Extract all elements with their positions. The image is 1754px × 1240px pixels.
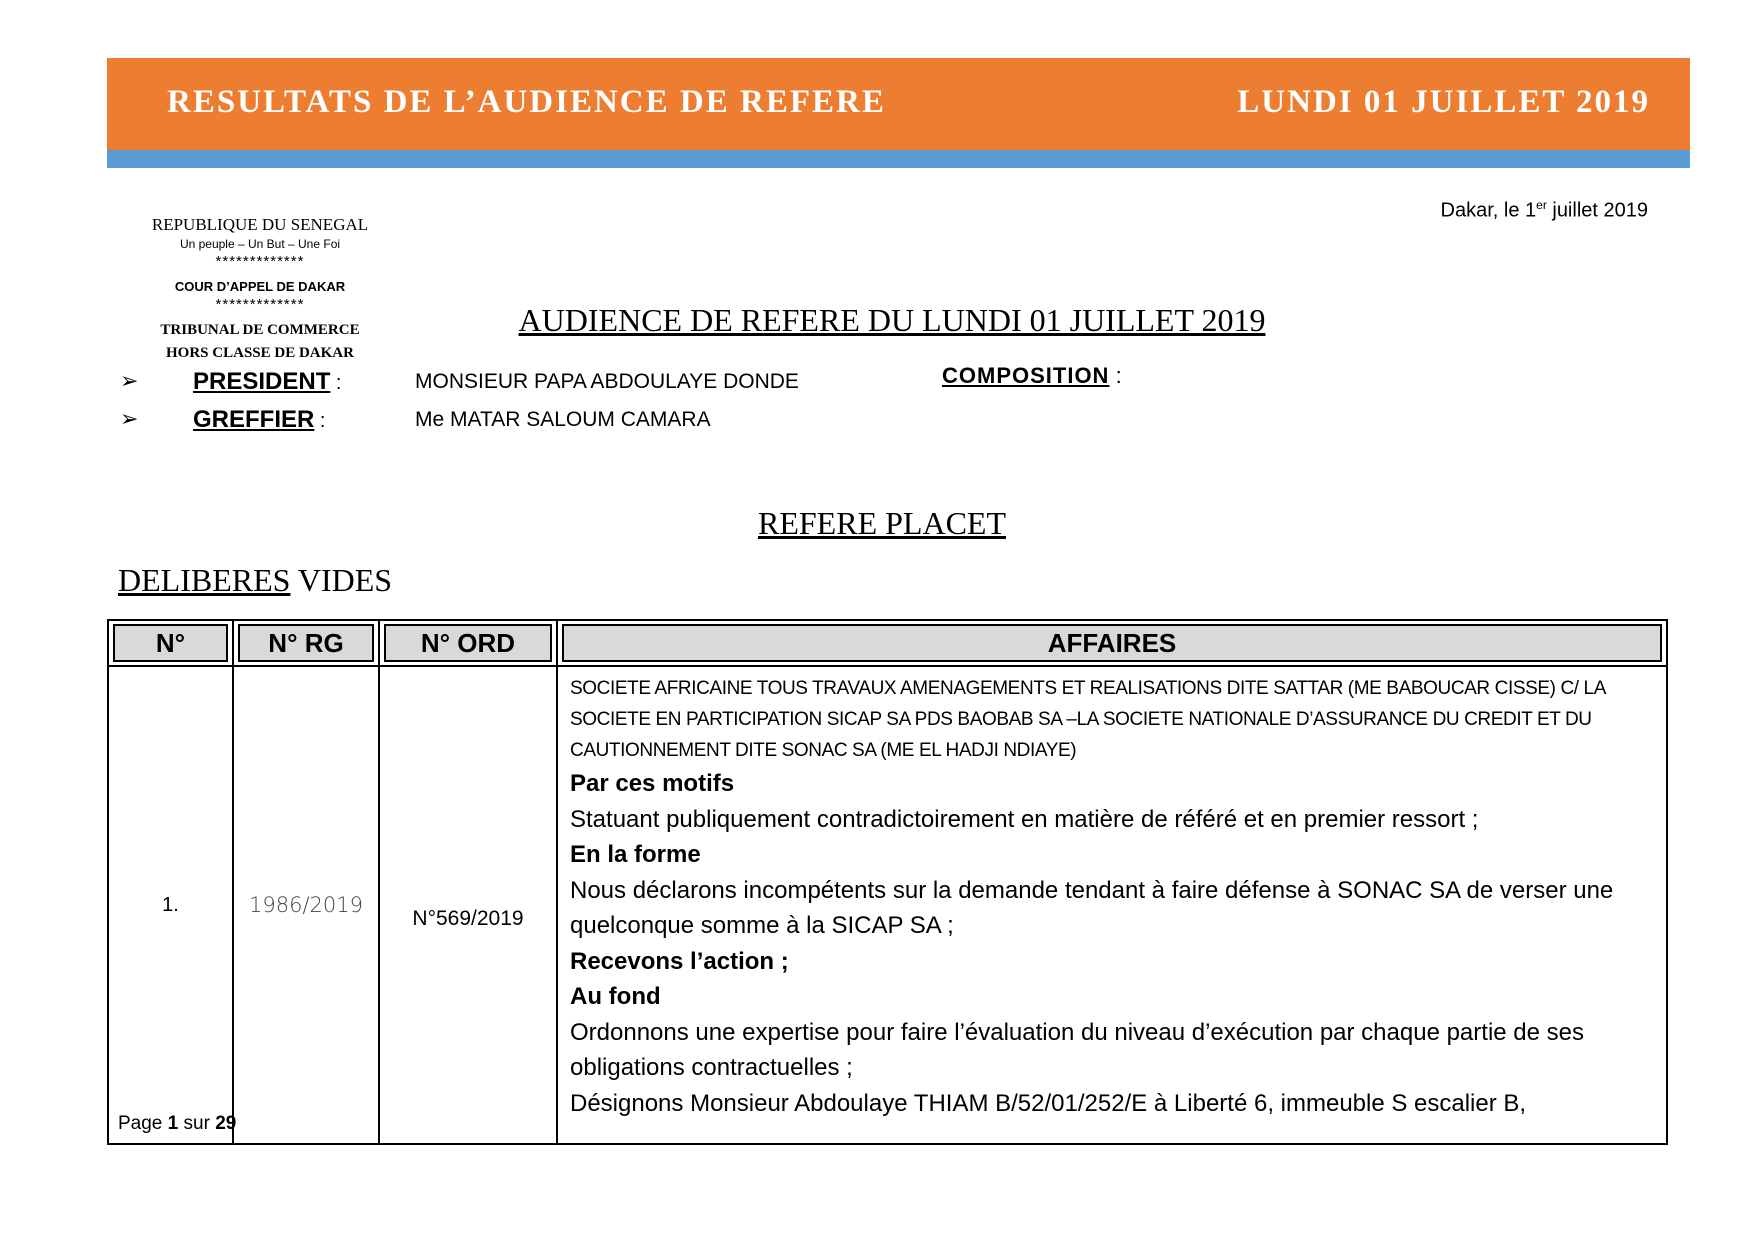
national-motto: Un peuple – Un But – Une Foi [179,237,341,252]
court-of-appeal: COUR D’APPEL DE DAKAR [174,279,346,295]
footer-middle: sur [178,1113,216,1134]
place-date-suffix: juillet 2019 [1546,199,1648,222]
republic-name: REPUBLIQUE DU SENEGAL [151,215,369,234]
member-role-sep: : [330,372,342,394]
tribunal-line-2: HORS CLASSE DE DAKAR [166,344,354,361]
header-stripe [107,150,1690,168]
footer-total: 29 [215,1113,237,1134]
member-name: MONSIEUR PAPA ABDOULAYE DONDE [415,370,799,393]
member-role-sep: : [314,410,326,432]
table-header-row [108,620,1667,666]
footer-page: 1 [167,1113,179,1134]
column-header [108,620,233,666]
section-subtitle: REFERE PLACET [757,505,1006,541]
composition-heading [942,363,1122,389]
column-header-label: N° [113,624,228,662]
column-header-label: N° RG [238,624,374,662]
decision-line: Statuant publiquement contradictoirement en matière de référé et en premier ressort ; [570,805,1479,833]
column-header [379,620,557,666]
place-date-prefix: Dakar, le 1 [1440,199,1537,222]
page-footer [118,1113,236,1135]
case-number: 1. [108,666,233,1144]
decision-line: Au fond [570,983,661,1010]
case-rg: 1986/2019 [233,666,379,1144]
column-header-label: N° ORD [384,624,552,662]
section-heading-underlined: DELIBERES [118,562,291,598]
separator-stars: ************* [215,295,305,313]
column-header [557,620,1667,666]
decision-line: Désignons Monsieur Abdoulaye THIAM B/52/01/252/E à Liberté 6, immeuble S escalier B, [570,1089,1527,1117]
footer-prefix: Page [118,1113,168,1134]
case-decision [570,766,1654,1121]
decision-line: Nous déclarons incompétents sur la demande tendant à faire défense à SONAC SA de verser une quelconque somme à la SICAP SA ; [570,876,1614,939]
member-role [193,368,341,396]
court-header [110,215,410,364]
section-heading-rest: VIDES [290,562,393,598]
case-ord: N°569/2019 [379,666,557,1144]
column-header [233,620,379,666]
banner-date: LUNDI 01 JUILLET 2019 [1237,84,1650,120]
decision-line: Recevons l’action ; [570,947,789,975]
place-date-sup: er [1536,198,1547,212]
place-date [1441,198,1648,223]
column-header-label: AFFAIRES [562,624,1662,662]
case-affaires [557,666,1667,1144]
arrow-bullet-icon: ➢ [120,368,139,393]
decision-line: Par ces motifs [570,770,735,797]
banner-title: RESULTATS DE L’AUDIENCE DE REFERE [167,84,886,120]
page-title: AUDIENCE DE REFERE DU LUNDI 01 JUILLET 2019 [518,302,1266,338]
section-heading [118,562,392,599]
case-parties: SOCIETE AFRICAINE TOUS TRAVAUX AMENAGEMENTS ET REALISATIONS DITE SATTAR (ME BABOUCAR CISSE) C/ LA SOCIETE EN PARTICIPATION SICAP SA PDS BAOBAB SA –LA SOCIETE NATIONALE D’ASSURANCE DU CREDIT ET DU CAUTIONNEMENT DITE SONAC SA (ME EL HADJI NDIAYE) [570,678,1605,761]
table-row [108,666,1667,1144]
member-role [193,406,325,434]
decision-line: Ordonnons une expertise pour faire l’évaluation du niveau d’exécution par chaque partie de ses obligations contractuelles ; [570,1018,1584,1081]
arrow-bullet-icon: ➢ [120,406,139,431]
member-role-label: PRESIDENT [193,368,331,395]
separator-stars: ************* [215,252,305,270]
cases-table [107,619,1668,1145]
decision-line: En la forme [570,841,701,868]
composition-label: COMPOSITION [942,363,1110,388]
composition-sep: : [1109,363,1122,388]
tribunal-line-1: TRIBUNAL DE COMMERCE [160,322,360,339]
member-name: Me MATAR SALOUM CAMARA [415,408,711,431]
member-role-label: GREFFIER [193,406,315,433]
